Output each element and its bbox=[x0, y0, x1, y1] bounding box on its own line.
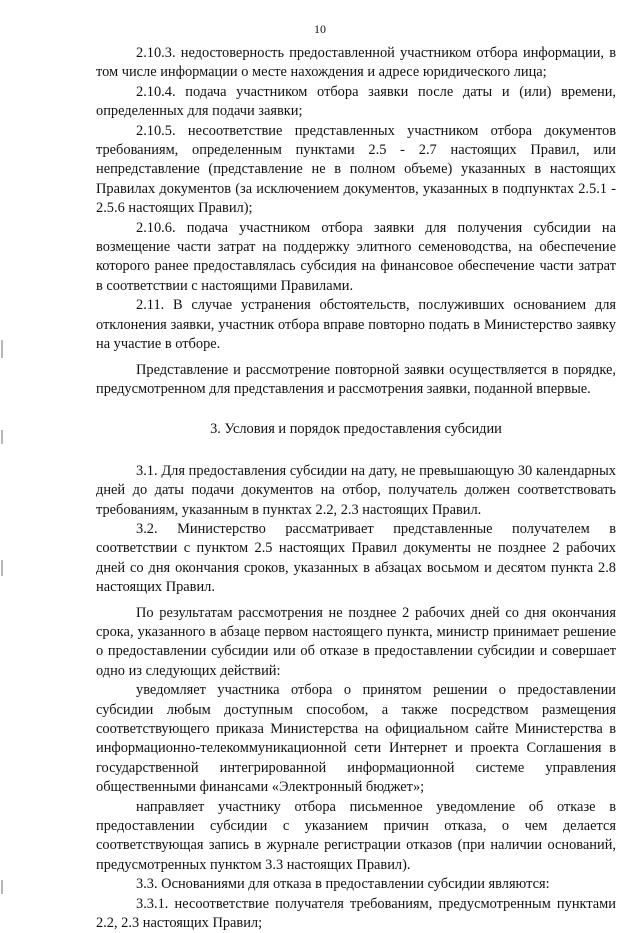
scan-margin-mark bbox=[1, 880, 3, 894]
section-heading: 3. Условия и порядок предоставления субсидии bbox=[210, 421, 502, 438]
paragraph-review-results: По результатам рассмотрения не позднее 2 рабочих дней со дня окончания срока, указанного в абзаце первом настоящего пункта, министр принимает решение о предоставлении субсидии или об отказе в предоставлении субсидии и совершает одно из следующих действий: bbox=[96, 604, 616, 679]
paragraph-notify-refusal: направляет участнику отбора письменное уведомление об отказе в предоставлении субсидии с указанием причин отказа, о чем делается соответствующая запись в журнале регистрации отказов (при наличии оснований, предусмотренных пунктом 3.3 настоящих Правил). bbox=[96, 798, 616, 873]
paragraph-repeat-application: Представление и рассмотрение повторной заявки осуществляется в порядке, предусмотренном для представления и рассмотрения заявки, поданной впервые. bbox=[96, 361, 616, 397]
paragraph-3-1: 3.1. Для предоставления субсидии на дату, не превышающую 30 календарных дней до даты подачи документов на отбор, получатель должен соответствовать требованиям, указанным в пунктах 2.2, 2.3 настоящих Правил. bbox=[96, 462, 616, 518]
paragraph-2-10-3: 2.10.3. недостоверность предоставленной участником отбора информации, в том числе информации о месте нахождения и адресе юридического лица; bbox=[96, 45, 616, 81]
page-number: 10 bbox=[314, 22, 326, 36]
paragraph-2-10-5: 2.10.5. несоответствие представленных участником отбора документов требованиям, определенным пунктами 2.5 - 2.7 настоящих Правил, или непредставление (представление не в полном объеме) указанных в настоящих Правилах документов (за исключением документов, указанных в подпунктах 2.5.1 - 2.5.6 настоящих Правил); bbox=[96, 122, 616, 217]
scan-margin-mark bbox=[1, 430, 3, 444]
paragraph-3-2: 3.2. Министерство рассматривает представленные получателем в соответствии с пунктом 2.5 настоящих Правил документы не позднее 2 рабочих дней со дня окончания сроков, указанных в абзацах восьмом и десятом пункта 2.8 настоящих Правил. bbox=[96, 520, 616, 596]
paragraph-2-11: 2.11. В случае устранения обстоятельств, послуживших основанием для отклонения заявки, участник отбора вправе повторно подать в Министерство заявку на участие в отборе. bbox=[96, 297, 616, 353]
paragraph-3-3: 3.3. Основаниями для отказа в предоставлении субсидии являются: bbox=[136, 876, 550, 893]
document-body bbox=[96, 44, 616, 933]
scan-margin-mark bbox=[1, 340, 3, 358]
paragraph-2-10-6: 2.10.6. подача участником отбора заявки для получения субсидии на возмещение части затрат на поддержку элитного семеноводства, на обеспечение которого ранее предоставлялась субсидия на финансовое обеспечение части затрат в соответствии с настоящими Правилами. bbox=[96, 219, 616, 294]
paragraph-3-3-1: 3.3.1. несоответствие получателя требованиям, предусмотренным пунктами 2.2, 2.3 настоящих Правил; bbox=[96, 895, 616, 932]
paragraph-notify-grant: уведомляет участника отбора о принятом решении о предоставлении субсидии любым доступным способом, а также посредством размещения соответствующего приказа Министерства на официальном сайте Министерства в информационно-телекоммуникационной сети Интернет и проекта Соглашения в государственной интегрированной информационной системе управления общественными финансами «Электронный бюджет»; bbox=[96, 682, 616, 796]
paragraph-2-10-4: 2.10.4. подача участником отбора заявки после даты и (или) времени, определенных для подачи заявки; bbox=[96, 83, 616, 120]
scan-margin-mark bbox=[1, 560, 3, 576]
